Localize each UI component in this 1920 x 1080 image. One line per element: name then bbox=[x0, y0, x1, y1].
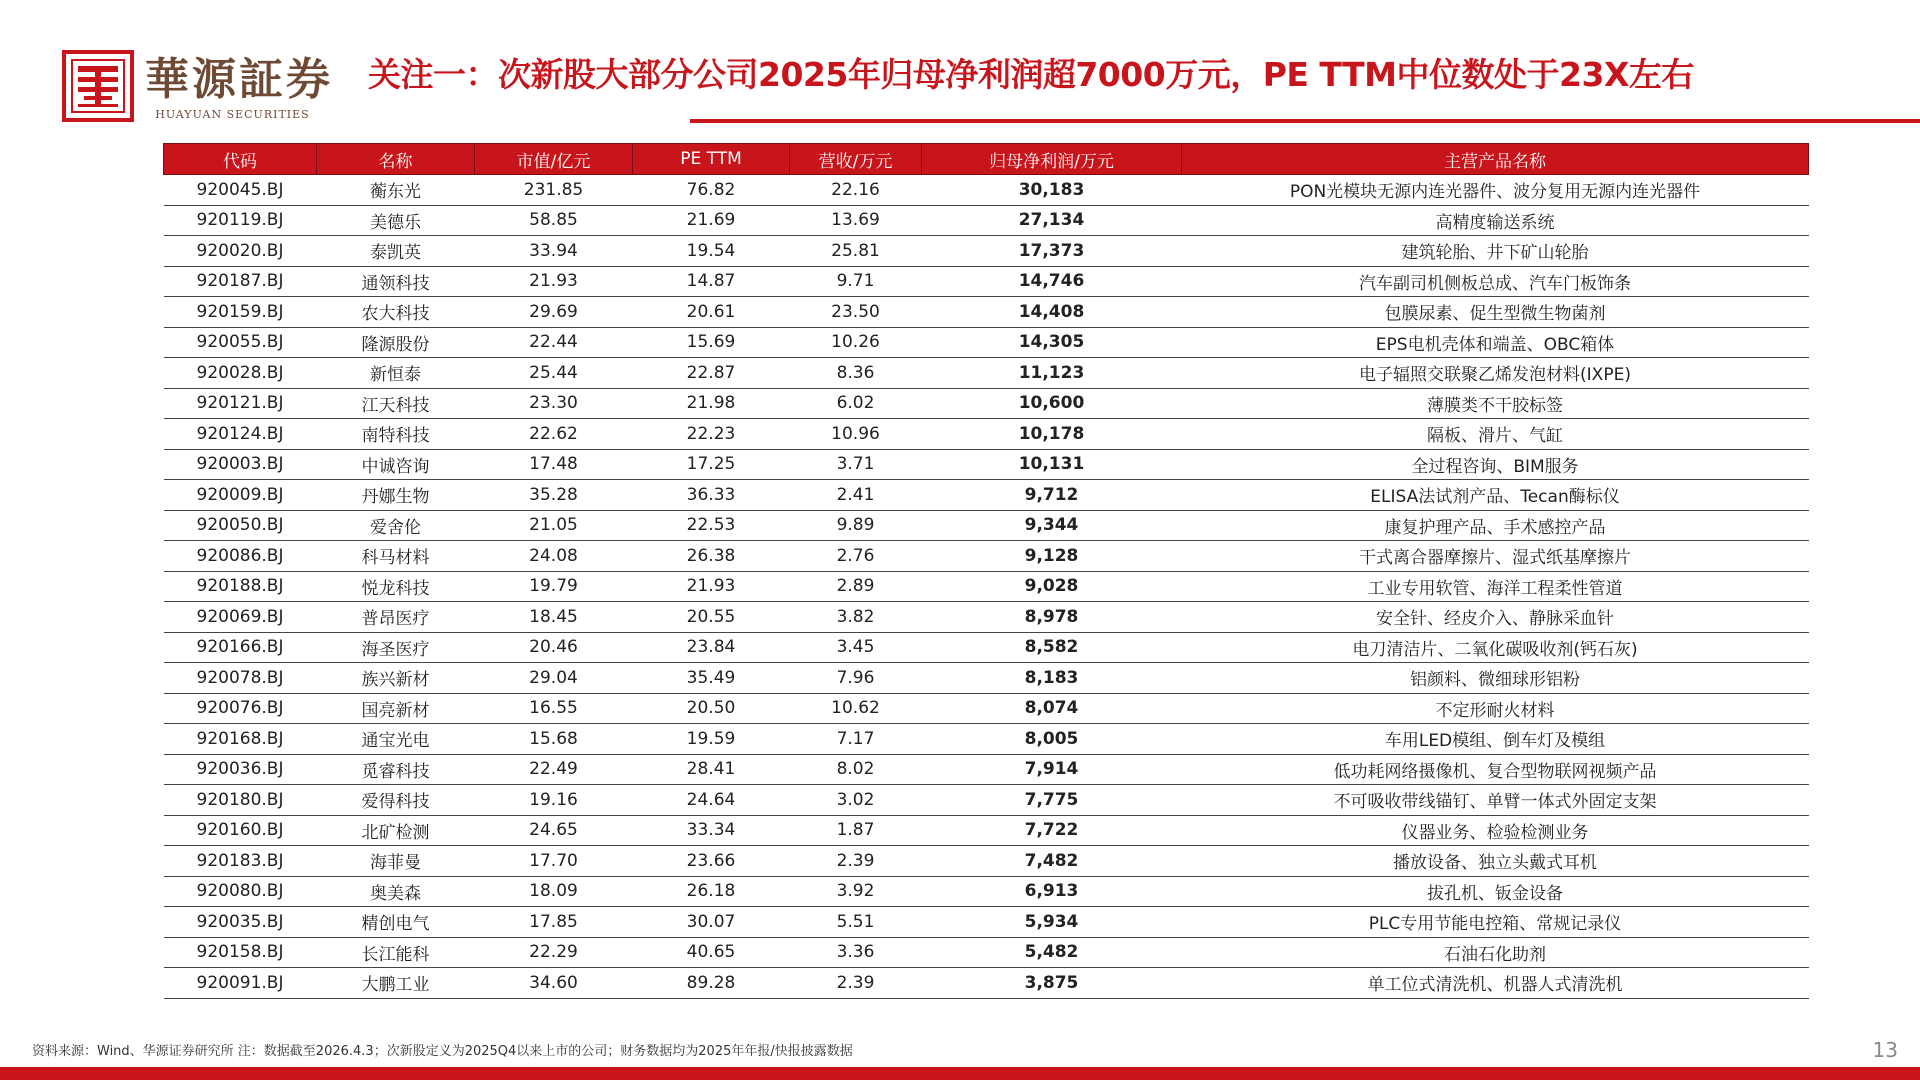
cell-code: 920020.BJ bbox=[164, 236, 317, 267]
cell-name: 新恒泰 bbox=[317, 358, 475, 389]
table-row bbox=[164, 724, 1809, 755]
cell-net-profit: 27,134 bbox=[922, 205, 1182, 236]
cell-revenue: 2.89 bbox=[790, 571, 922, 602]
table-row bbox=[164, 632, 1809, 663]
cell-main-products: EPS电机壳体和端盖、OBC箱体 bbox=[1182, 327, 1809, 358]
cell-name: 国亮新材 bbox=[317, 693, 475, 724]
table-row bbox=[164, 266, 1809, 297]
cell-main-products: 全过程咨询、BIM服务 bbox=[1182, 449, 1809, 480]
cell-market-cap: 17.85 bbox=[475, 907, 633, 938]
cell-name: 南特科技 bbox=[317, 419, 475, 450]
cell-code: 920187.BJ bbox=[164, 266, 317, 297]
cell-revenue: 8.36 bbox=[790, 358, 922, 389]
cell-market-cap: 15.68 bbox=[475, 724, 633, 755]
page-number: 13 bbox=[1872, 1038, 1898, 1062]
cell-market-cap: 33.94 bbox=[475, 236, 633, 267]
header-net-profit: 归母净利润/万元 bbox=[922, 144, 1182, 175]
cell-pe-ttm: 20.61 bbox=[633, 297, 790, 328]
cell-revenue: 7.17 bbox=[790, 724, 922, 755]
cell-pe-ttm: 35.49 bbox=[633, 663, 790, 694]
cell-pe-ttm: 23.84 bbox=[633, 632, 790, 663]
cell-revenue: 3.82 bbox=[790, 602, 922, 633]
cell-net-profit: 8,005 bbox=[922, 724, 1182, 755]
table-row bbox=[164, 541, 1809, 572]
cell-market-cap: 22.49 bbox=[475, 754, 633, 785]
cell-code: 920035.BJ bbox=[164, 907, 317, 938]
cell-revenue: 22.16 bbox=[790, 175, 922, 206]
cell-main-products: 隔板、滑片、气缸 bbox=[1182, 419, 1809, 450]
cell-main-products: 不可吸收带线锚钉、单臂一体式外固定支架 bbox=[1182, 785, 1809, 816]
cell-net-profit: 14,305 bbox=[922, 327, 1182, 358]
cell-net-profit: 5,934 bbox=[922, 907, 1182, 938]
cell-pe-ttm: 21.98 bbox=[633, 388, 790, 419]
cell-net-profit: 11,123 bbox=[922, 358, 1182, 389]
cell-main-products: 工业专用软管、海洋工程柔性管道 bbox=[1182, 571, 1809, 602]
cell-name: 中诚咨询 bbox=[317, 449, 475, 480]
cell-name: 精创电气 bbox=[317, 907, 475, 938]
cell-net-profit: 7,775 bbox=[922, 785, 1182, 816]
cell-market-cap: 25.44 bbox=[475, 358, 633, 389]
cell-revenue: 2.39 bbox=[790, 968, 922, 999]
header bbox=[0, 0, 1920, 125]
table-row bbox=[164, 968, 1809, 999]
table-row bbox=[164, 175, 1809, 206]
cell-market-cap: 22.29 bbox=[475, 937, 633, 968]
header-name: 名称 bbox=[317, 144, 475, 175]
header-code: 代码 bbox=[164, 144, 317, 175]
cell-code: 920183.BJ bbox=[164, 846, 317, 877]
cell-market-cap: 231.85 bbox=[475, 175, 633, 206]
cell-main-products: 汽车副司机侧板总成、汽车门板饰条 bbox=[1182, 266, 1809, 297]
cell-code: 920069.BJ bbox=[164, 602, 317, 633]
brand-name: 華源証券 bbox=[145, 54, 333, 105]
cell-market-cap: 21.05 bbox=[475, 510, 633, 541]
cell-revenue: 3.36 bbox=[790, 937, 922, 968]
table-row bbox=[164, 846, 1809, 877]
cell-main-products: 低功耗网络摄像机、复合型物联网视频产品 bbox=[1182, 754, 1809, 785]
cell-revenue: 3.71 bbox=[790, 449, 922, 480]
cell-pe-ttm: 17.25 bbox=[633, 449, 790, 480]
cell-revenue: 10.62 bbox=[790, 693, 922, 724]
cell-main-products: 高精度输送系统 bbox=[1182, 205, 1809, 236]
cell-code: 920160.BJ bbox=[164, 815, 317, 846]
cell-code: 920009.BJ bbox=[164, 480, 317, 511]
cell-pe-ttm: 23.66 bbox=[633, 846, 790, 877]
table-row bbox=[164, 480, 1809, 511]
cell-market-cap: 23.30 bbox=[475, 388, 633, 419]
header-main-products: 主营产品名称 bbox=[1182, 144, 1809, 175]
cell-code: 920003.BJ bbox=[164, 449, 317, 480]
cell-net-profit: 8,582 bbox=[922, 632, 1182, 663]
cell-code: 920076.BJ bbox=[164, 693, 317, 724]
title-underline bbox=[690, 119, 1920, 123]
cell-code: 920121.BJ bbox=[164, 388, 317, 419]
cell-net-profit: 3,875 bbox=[922, 968, 1182, 999]
cell-net-profit: 7,914 bbox=[922, 754, 1182, 785]
table-row bbox=[164, 693, 1809, 724]
cell-market-cap: 24.65 bbox=[475, 815, 633, 846]
cell-name: 爱得科技 bbox=[317, 785, 475, 816]
stock-table bbox=[163, 143, 1809, 999]
cell-pe-ttm: 89.28 bbox=[633, 968, 790, 999]
cell-pe-ttm: 76.82 bbox=[633, 175, 790, 206]
cell-net-profit: 8,074 bbox=[922, 693, 1182, 724]
cell-revenue: 5.51 bbox=[790, 907, 922, 938]
cell-pe-ttm: 15.69 bbox=[633, 327, 790, 358]
cell-net-profit: 5,482 bbox=[922, 937, 1182, 968]
cell-name: 蘅东光 bbox=[317, 175, 475, 206]
cell-name: 大鹏工业 bbox=[317, 968, 475, 999]
cell-name: 海圣医疗 bbox=[317, 632, 475, 663]
table-row bbox=[164, 876, 1809, 907]
cell-main-products: 干式离合器摩擦片、湿式纸基摩擦片 bbox=[1182, 541, 1809, 572]
cell-market-cap: 20.46 bbox=[475, 632, 633, 663]
cell-market-cap: 22.62 bbox=[475, 419, 633, 450]
cell-net-profit: 10,131 bbox=[922, 449, 1182, 480]
cell-market-cap: 58.85 bbox=[475, 205, 633, 236]
cell-market-cap: 17.48 bbox=[475, 449, 633, 480]
cell-market-cap: 29.69 bbox=[475, 297, 633, 328]
table-row bbox=[164, 571, 1809, 602]
cell-code: 920158.BJ bbox=[164, 937, 317, 968]
cell-code: 920045.BJ bbox=[164, 175, 317, 206]
table-row bbox=[164, 785, 1809, 816]
cell-pe-ttm: 22.23 bbox=[633, 419, 790, 450]
table-header-row bbox=[164, 144, 1809, 175]
cell-net-profit: 9,344 bbox=[922, 510, 1182, 541]
cell-revenue: 25.81 bbox=[790, 236, 922, 267]
cell-pe-ttm: 14.87 bbox=[633, 266, 790, 297]
cell-revenue: 10.96 bbox=[790, 419, 922, 450]
cell-main-products: 播放设备、独立头戴式耳机 bbox=[1182, 846, 1809, 877]
cell-market-cap: 18.45 bbox=[475, 602, 633, 633]
cell-market-cap: 16.55 bbox=[475, 693, 633, 724]
cell-pe-ttm: 40.65 bbox=[633, 937, 790, 968]
cell-net-profit: 17,373 bbox=[922, 236, 1182, 267]
cell-pe-ttm: 20.55 bbox=[633, 602, 790, 633]
cell-net-profit: 9,128 bbox=[922, 541, 1182, 572]
cell-name: 丹娜生物 bbox=[317, 480, 475, 511]
cell-name: 长江能科 bbox=[317, 937, 475, 968]
cell-name: 族兴新材 bbox=[317, 663, 475, 694]
cell-main-products: 电子辐照交联聚乙烯发泡材料(IXPE) bbox=[1182, 358, 1809, 389]
cell-code: 920124.BJ bbox=[164, 419, 317, 450]
cell-revenue: 1.87 bbox=[790, 815, 922, 846]
cell-main-products: 车用LED模组、倒车灯及模组 bbox=[1182, 724, 1809, 755]
cell-revenue: 2.76 bbox=[790, 541, 922, 572]
cell-pe-ttm: 26.18 bbox=[633, 876, 790, 907]
table-row bbox=[164, 663, 1809, 694]
cell-pe-ttm: 36.33 bbox=[633, 480, 790, 511]
cell-main-products: 石油石化助剂 bbox=[1182, 937, 1809, 968]
cell-revenue: 13.69 bbox=[790, 205, 922, 236]
cell-code: 920050.BJ bbox=[164, 510, 317, 541]
cell-market-cap: 34.60 bbox=[475, 968, 633, 999]
cell-net-profit: 7,482 bbox=[922, 846, 1182, 877]
cell-main-products: 安全针、经皮介入、静脉采血针 bbox=[1182, 602, 1809, 633]
cell-net-profit: 8,978 bbox=[922, 602, 1182, 633]
cell-pe-ttm: 30.07 bbox=[633, 907, 790, 938]
cell-revenue: 3.02 bbox=[790, 785, 922, 816]
cell-code: 920119.BJ bbox=[164, 205, 317, 236]
table-row bbox=[164, 815, 1809, 846]
cell-name: 科马材料 bbox=[317, 541, 475, 572]
cell-revenue: 2.39 bbox=[790, 846, 922, 877]
cell-revenue: 7.96 bbox=[790, 663, 922, 694]
cell-main-products: 不定形耐火材料 bbox=[1182, 693, 1809, 724]
table-row bbox=[164, 449, 1809, 480]
page-title: 关注一：次新股大部分公司2025年归母净利润超7000万元，PE TTM中位数处于23X左右 bbox=[368, 55, 1694, 94]
cell-main-products: PLC专用节能电控箱、常规记录仪 bbox=[1182, 907, 1809, 938]
cell-market-cap: 21.93 bbox=[475, 266, 633, 297]
table-row bbox=[164, 907, 1809, 938]
cell-market-cap: 18.09 bbox=[475, 876, 633, 907]
cell-pe-ttm: 33.34 bbox=[633, 815, 790, 846]
cell-net-profit: 9,028 bbox=[922, 571, 1182, 602]
header-market-cap: 市值/亿元 bbox=[475, 144, 633, 175]
cell-market-cap: 19.79 bbox=[475, 571, 633, 602]
huayuan-logo-icon bbox=[62, 50, 134, 122]
cell-code: 920159.BJ bbox=[164, 297, 317, 328]
cell-revenue: 9.89 bbox=[790, 510, 922, 541]
cell-revenue: 8.02 bbox=[790, 754, 922, 785]
cell-code: 920168.BJ bbox=[164, 724, 317, 755]
cell-code: 920028.BJ bbox=[164, 358, 317, 389]
cell-pe-ttm: 24.64 bbox=[633, 785, 790, 816]
cell-net-profit: 7,722 bbox=[922, 815, 1182, 846]
cell-pe-ttm: 22.87 bbox=[633, 358, 790, 389]
cell-name: 悦龙科技 bbox=[317, 571, 475, 602]
cell-code: 920036.BJ bbox=[164, 754, 317, 785]
cell-net-profit: 6,913 bbox=[922, 876, 1182, 907]
table-row bbox=[164, 419, 1809, 450]
cell-code: 920078.BJ bbox=[164, 663, 317, 694]
cell-code: 920055.BJ bbox=[164, 327, 317, 358]
cell-net-profit: 9,712 bbox=[922, 480, 1182, 511]
cell-market-cap: 19.16 bbox=[475, 785, 633, 816]
cell-pe-ttm: 26.38 bbox=[633, 541, 790, 572]
cell-pe-ttm: 21.93 bbox=[633, 571, 790, 602]
cell-net-profit: 14,746 bbox=[922, 266, 1182, 297]
cell-code: 920166.BJ bbox=[164, 632, 317, 663]
table-row bbox=[164, 327, 1809, 358]
cell-name: 普昂医疗 bbox=[317, 602, 475, 633]
table-row bbox=[164, 236, 1809, 267]
cell-revenue: 3.92 bbox=[790, 876, 922, 907]
cell-name: 美德乐 bbox=[317, 205, 475, 236]
cell-pe-ttm: 28.41 bbox=[633, 754, 790, 785]
cell-name: 江天科技 bbox=[317, 388, 475, 419]
cell-main-products: PON光模块无源内连光器件、波分复用无源内连光器件 bbox=[1182, 175, 1809, 206]
cell-net-profit: 10,600 bbox=[922, 388, 1182, 419]
cell-revenue: 10.26 bbox=[790, 327, 922, 358]
table-row bbox=[164, 510, 1809, 541]
cell-net-profit: 14,408 bbox=[922, 297, 1182, 328]
cell-name: 泰凯英 bbox=[317, 236, 475, 267]
cell-main-products: 建筑轮胎、井下矿山轮胎 bbox=[1182, 236, 1809, 267]
cell-pe-ttm: 22.53 bbox=[633, 510, 790, 541]
cell-name: 北矿检测 bbox=[317, 815, 475, 846]
cell-code: 920188.BJ bbox=[164, 571, 317, 602]
table-row bbox=[164, 937, 1809, 968]
table-row bbox=[164, 297, 1809, 328]
cell-name: 通领科技 bbox=[317, 266, 475, 297]
cell-code: 920080.BJ bbox=[164, 876, 317, 907]
cell-revenue: 9.71 bbox=[790, 266, 922, 297]
cell-net-profit: 30,183 bbox=[922, 175, 1182, 206]
cell-main-products: 仪器业务、检验检测业务 bbox=[1182, 815, 1809, 846]
table-row bbox=[164, 754, 1809, 785]
source-note: 资料来源：Wind、华源证券研究所 注：数据截至2026.4.3；次新股定义为2025Q4以来上市的公司；财务数据均为2025年年报/快报披露数据 bbox=[32, 1044, 853, 1059]
brand-name-en: HUAYUAN SECURITIES bbox=[155, 108, 310, 121]
cell-pe-ttm: 19.54 bbox=[633, 236, 790, 267]
cell-market-cap: 22.44 bbox=[475, 327, 633, 358]
cell-revenue: 2.41 bbox=[790, 480, 922, 511]
cell-revenue: 3.45 bbox=[790, 632, 922, 663]
cell-code: 920091.BJ bbox=[164, 968, 317, 999]
cell-name: 觅睿科技 bbox=[317, 754, 475, 785]
cell-main-products: 薄膜类不干胶标签 bbox=[1182, 388, 1809, 419]
cell-pe-ttm: 20.50 bbox=[633, 693, 790, 724]
cell-pe-ttm: 19.59 bbox=[633, 724, 790, 755]
cell-name: 隆源股份 bbox=[317, 327, 475, 358]
cell-main-products: 电刀清洁片、二氧化碳吸收剂(钙石灰) bbox=[1182, 632, 1809, 663]
table-row bbox=[164, 205, 1809, 236]
cell-revenue: 23.50 bbox=[790, 297, 922, 328]
cell-main-products: 康复护理产品、手术感控产品 bbox=[1182, 510, 1809, 541]
cell-pe-ttm: 21.69 bbox=[633, 205, 790, 236]
table-row bbox=[164, 358, 1809, 389]
table-row bbox=[164, 388, 1809, 419]
table-row bbox=[164, 602, 1809, 633]
header-revenue: 营收/万元 bbox=[790, 144, 922, 175]
cell-main-products: 单工位式清洗机、机器人式清洗机 bbox=[1182, 968, 1809, 999]
cell-net-profit: 8,183 bbox=[922, 663, 1182, 694]
cell-market-cap: 24.08 bbox=[475, 541, 633, 572]
cell-code: 920180.BJ bbox=[164, 785, 317, 816]
cell-main-products: 铝颜料、微细球形铝粉 bbox=[1182, 663, 1809, 694]
cell-main-products: ELISA法试剂产品、Tecan酶标仪 bbox=[1182, 480, 1809, 511]
cell-market-cap: 35.28 bbox=[475, 480, 633, 511]
footer-bar bbox=[0, 1067, 1920, 1080]
cell-main-products: 拔孔机、钣金设备 bbox=[1182, 876, 1809, 907]
cell-market-cap: 29.04 bbox=[475, 663, 633, 694]
cell-net-profit: 10,178 bbox=[922, 419, 1182, 450]
cell-name: 爱舍伦 bbox=[317, 510, 475, 541]
cell-name: 海菲曼 bbox=[317, 846, 475, 877]
cell-main-products: 包膜尿素、促生型微生物菌剂 bbox=[1182, 297, 1809, 328]
cell-name: 农大科技 bbox=[317, 297, 475, 328]
cell-name: 通宝光电 bbox=[317, 724, 475, 755]
cell-market-cap: 17.70 bbox=[475, 846, 633, 877]
cell-revenue: 6.02 bbox=[790, 388, 922, 419]
cell-code: 920086.BJ bbox=[164, 541, 317, 572]
header-pe-ttm: PE TTM bbox=[633, 144, 790, 175]
cell-name: 奥美森 bbox=[317, 876, 475, 907]
